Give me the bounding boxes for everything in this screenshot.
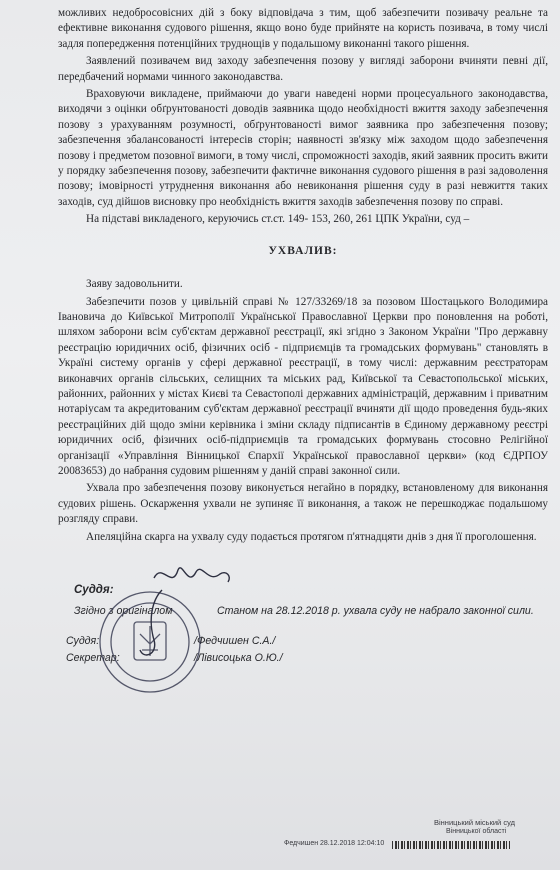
agreed-with-original: Згідно з оригіналом bbox=[74, 605, 173, 617]
paragraph: можливих недобросовісних дій з боку відповідача з тим, щоб забезпечити позивачу реальне та ефективне виконання судового рішення, якщо воно буде прийняте на користь позивача, в тому числі задля попередження потенційних труднощів у подальшому виконанні такого рішення. bbox=[58, 7, 548, 50]
paragraph: Забезпечити позов у цивільній справі № 127/33269/18 за позовом Шостацького Володимира Івановича до Київської Митрополії Української Православної Церкви про поновлення на роботі, шляхом заборони всім суб'єктам державної реєстрації, які згідно з Законом України "Про державну реєстрацію юридичних осіб, фізичних осіб - підприємців та громадських формувань" становлять в Україні систему органів у сфері державної реєстрації, в тому числі: державним реєстраторам виконавчих органів сільських, селищних та міських рад, Київської та Севастопольської міських, районних, районних у містах Києві та Севастополі державних адміністрацій, державним і приватним нотаріусам та акредитованим суб'єктам державної реєстрації вчиняти дії щодо проведення будь-яких реєстраційних дій щодо зміни керівника і зміни складу підписантів в Єдиному державному реєстрі юридичних осіб, фізичних осіб-підприємців та громадських формувань стосовно Релігійної організації «Управління Вінницької Єпархії Української православної церкви» (код ЄДРПОУ 20083653) до набрання судовим рішенням у даній справі законної сили. bbox=[58, 295, 548, 477]
judge-role: Суддя: bbox=[66, 635, 100, 647]
paragraph: Заявлений позивачем вид заходу забезпечення позову у вигляді заборони вчиняти певні дії, передбачений нормами чинного законодавства. bbox=[58, 55, 548, 83]
paragraph: Ухвала про забезпечення позову виконується негайно в порядку, встановленому для виконання судових рішень. Оскарження ухвали не зупиняє її виконання, а також не перешкоджає подальшому розгляду справи. bbox=[58, 482, 548, 526]
barcode bbox=[392, 841, 510, 849]
document-body bbox=[58, 6, 548, 547]
court-seal-icon bbox=[92, 560, 252, 705]
print-stamp: Федчишен 28.12.2018 12:04:10 bbox=[284, 840, 385, 847]
court-region: Вінницької області bbox=[446, 828, 507, 835]
secretary-name: /Лівисоцька О.Ю./ bbox=[194, 652, 283, 664]
paragraph: Апеляційна скарга на ухвалу суду подається протягом п'ятнадцяти днів з дня її проголошення. bbox=[86, 530, 537, 543]
paragraph: Заяву задовольнити. bbox=[86, 278, 183, 291]
court-name: Вінницький міський суд bbox=[434, 818, 515, 827]
decision-heading: УХВАЛИВ: bbox=[268, 244, 338, 257]
judge-label: Суддя: bbox=[74, 584, 114, 596]
judge-name: /Федчишен С.А./ bbox=[194, 635, 276, 647]
secretary-role: Секретар: bbox=[66, 652, 120, 664]
paragraph: Враховуючи викладене, приймаючи до уваги наведені норми процесуального законодавства, виходячи з оцінки обґрунтованості доводів заявника щодо необхідності вжиття заходу забезпечення позову з урахуванням розумності, обґрунтованості вимог заявника про забезпечення позову; забезпечення збалансованості інтересів сторін; наявності зв'язку між заходом щодо забезпечення позову і предметом позовної вимоги, в тому числі, спроможності заходів, який заявник просить вжити у порядку забезпечення позову, забезпечити фактичне виконання судового рішення в разі задоволення позову; імовірності утруднення виконання або невиконання рішення суду в разі невжиття таких заходів, суд дійшов висновку про необхідність вжиття заходів забезпечення позову по справі. bbox=[58, 88, 548, 208]
paragraph: На підставі викладеного, керуючись ст.ст. 149- 153, 260, 261 ЦПК України, суд – bbox=[86, 213, 470, 226]
legal-force-note: Станом на 28.12.2018 р. ухвала суду не набрало законної сили. bbox=[217, 605, 534, 617]
